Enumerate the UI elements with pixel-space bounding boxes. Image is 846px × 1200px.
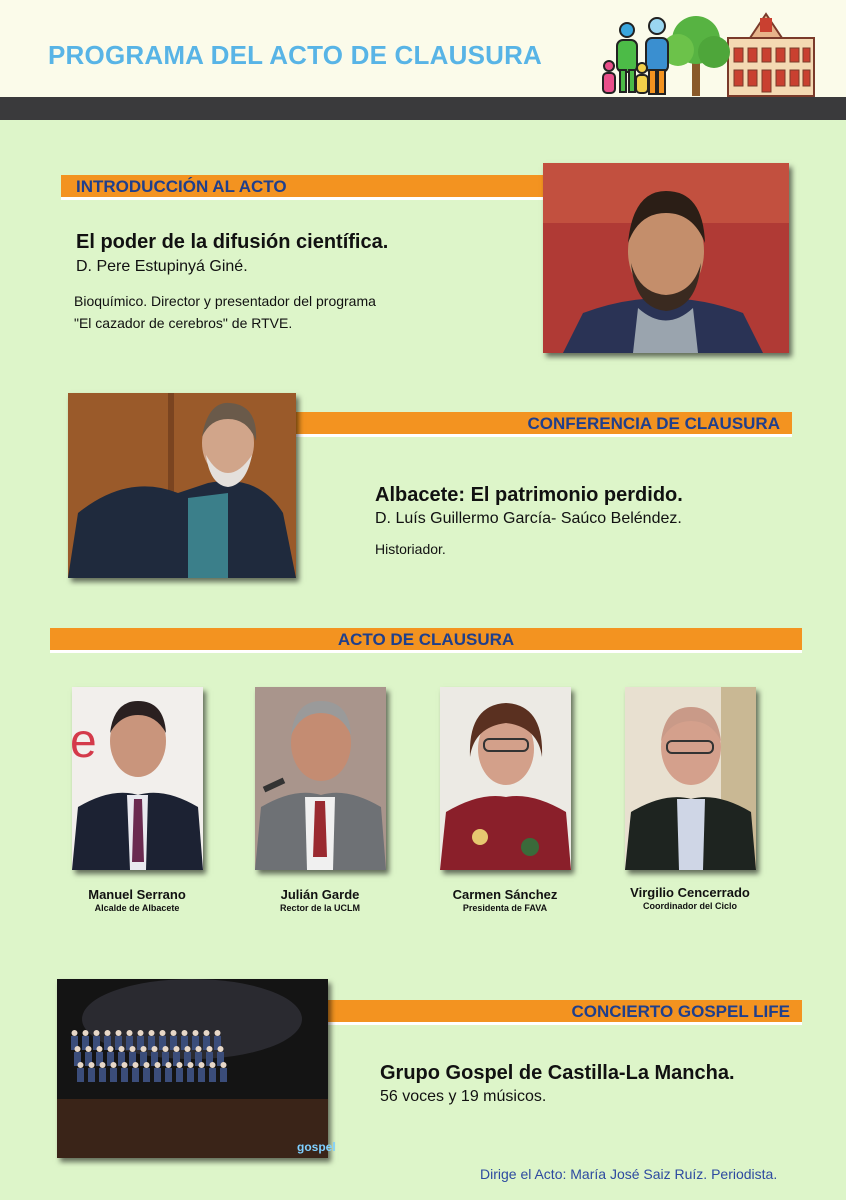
conference-talk-title: Albacete: El patrimonio perdido. <box>375 484 683 506</box>
conference-band-label: CONFERENCIA DE CLAUSURA <box>527 414 780 433</box>
closing-band-label: ACTO DE CLAUSURA <box>337 630 515 649</box>
closing-person-role: Rector de la UCLM <box>279 903 360 913</box>
closing-person-photo <box>625 687 756 870</box>
intro-speaker-photo <box>543 163 789 353</box>
svg-text:e: e <box>70 715 97 768</box>
concert-group-details: 56 voces y 19 músicos. <box>380 1088 547 1105</box>
header-divider-bar <box>0 97 846 120</box>
conference-speaker-bio: Historiador. <box>375 541 446 557</box>
intro-speaker-bio-line2: "El cazador de cerebros" de RTVE. <box>74 315 293 331</box>
intro-speaker-name: D. Pere Estupinyá Giné. <box>76 258 248 275</box>
intro-band-label: INTRODUCCIÓN AL ACTO <box>76 177 287 196</box>
closing-person-name: Manuel Serrano <box>88 887 186 902</box>
intro-speaker-bio-line1: Bioquímico. Director y presentador del programa <box>74 293 376 309</box>
closing-person-role: Coordinador del Ciclo <box>642 901 737 911</box>
footer-credit: Dirige el Acto: María José Saiz Ruíz. Periodista. <box>480 1166 778 1182</box>
closing-person-name: Carmen Sánchez <box>452 887 558 902</box>
concert-group-title: Grupo Gospel de Castilla-La Mancha. <box>380 1062 735 1084</box>
closing-person-photo <box>72 687 203 870</box>
closing-person-name: Julián Garde <box>280 887 360 902</box>
concert-section-band <box>328 1000 802 1025</box>
closing-person-role: Presidenta de FAVA <box>462 903 548 913</box>
closing-person-photo <box>255 687 386 870</box>
concert-group-photo <box>57 979 336 1158</box>
conference-section-band <box>296 412 792 437</box>
conference-speaker-name: D. Luís Guillermo García- Saúco Beléndez. <box>375 510 682 527</box>
neighborhood-logo-icon <box>600 8 816 100</box>
intro-talk-title: El poder de la difusión científica. <box>76 231 389 253</box>
closing-person-photo <box>440 687 571 870</box>
conference-speaker-photo <box>68 393 296 578</box>
gospel-photo-logo: gospel <box>297 1140 336 1154</box>
intro-section-band <box>61 175 605 200</box>
concert-band-label: CONCIERTO GOSPEL LIFE <box>571 1002 790 1021</box>
closing-person-role: Alcalde de Albacete <box>94 903 180 913</box>
closing-section-band <box>50 628 802 653</box>
closing-person-name: Virgilio Cencerrado <box>630 885 750 900</box>
page-title: PROGRAMA DEL ACTO DE CLAUSURA <box>48 40 543 70</box>
